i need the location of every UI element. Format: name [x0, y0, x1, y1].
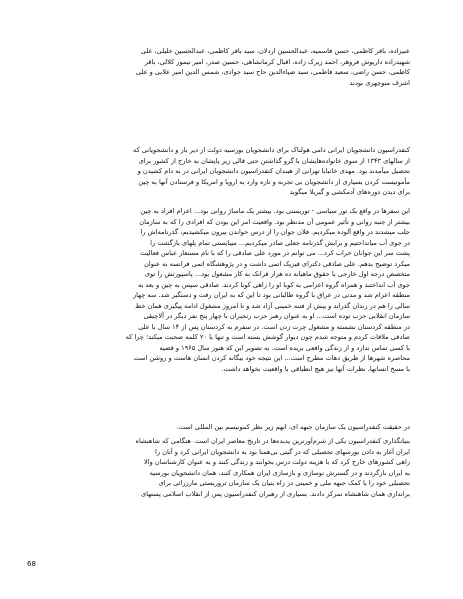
text-line: از سالهای ۱۳۴۳ از سوی خانواده‌هایشان با گرو گذاشتن حتی قالی زیر پایشان به خارج از کشور برای [138, 156, 410, 165]
text-line: محاصره شهرها از طریق دهات مطرح است... این نتیجه خود بیگانه کردن انسان هاست و روشن است [133, 354, 410, 362]
text-line: منطقه اعزام شد و مدتی در عراق با گروه طالبانی بود تا این که به ایران رفت و دستگیر شد. سه چهار [132, 291, 410, 299]
text-line: در جوی آب میانداختیم و برایش گذرنامه جعلی صادر میکردیم... میبایستی تمام پلهای بازگشت را [150, 238, 410, 247]
text-line: در منطقه کردستان نشسته و مشغول چرت زدن است. در سفرم به کردستان پس از ۱۴ سال با علی [138, 322, 410, 331]
text-line: سالی را هم در زندان گذراند و پیش از فتنه خمینی آزاد شد و تا امروز مشغول ادامه پیگیری همان خط [135, 301, 410, 310]
text-line: در حقیقت کنفدراسیون یک سازمان جبهه ای، انهم زیر نظر کمونیسم بین المللی است. [176, 423, 410, 431]
text-line: تحصیل میآمدند بود. مهدی خانبابا تهرانی از هیندان کنفدراسیون دانشجویان ایرانی در به دام کشیدن و [137, 167, 410, 175]
text-line: جلب میشدند در واقع آلوده میکردیم. فلان جوان را از درس خواندن بیرون میکشیدیم، گذرنامه‌اش را [140, 228, 410, 236]
text-line: با کسی تماس ندارد و از زندگی واقعی بریده است. به تصویر این که هنوز سال ۱۹۶۵ و قضیه [159, 343, 410, 352]
text-line: کنفدراسیون دانشجویان ایرانی دامی هولناک برای دانشجویان بورسیه دولت از دیر باز و دانشجویانی که [133, 146, 410, 154]
text-line: ایران آغاز به دادن بورسهای تحصیلی که در گیتی بی‌همتا بود به دانشجویان ایرانی کرد و آنان را [155, 447, 410, 456]
text-line: شهیدزاده داریوش فروهر، احمد زیرک زاده، اقبال کرمانشاهی، حسین صدر، امیر تیمور کلالی، باقر [144, 57, 410, 66]
text-line: راهی کشورهای خارج کرد که با هزینه دولت درس بخوانند و زندگی کنند و به عنوان کارشناسان والا [144, 458, 410, 466]
text-line: مأموتیست کردن بسیاری از دانشجویان بی تجربه و تازه وارد به اروپا و امریکا و فرستادن آنها به چین [138, 177, 410, 186]
text-line: جوی آب انداختند و همراه گروه اعزامی به کوبا او را راهی کوبا کردند. صادقی سپس به چین و بعد به [137, 280, 410, 289]
paragraph-confederation-intro [52, 145, 410, 198]
text-line: عنیزاده، باقر کاظمی، حسن قاسمیه، عبدالحسین اردلان، سید باقر کاظمی، عبدالحسین خلیلی، علی [140, 47, 410, 55]
paragraph-member-names [52, 46, 410, 88]
text-line: صادقی ملاقات کردم و متوجه شدم چون دیوار گوشش بسته است و تنها با ۲۰ کلمه صحبت میکند؛ چرا که [125, 333, 410, 341]
paragraph-quote [52, 206, 410, 374]
text-line: بنیانگذاری کنفدراسیون یکی از شرم‌آورترین پدیده‌ها در تاریخ معاصر ایران است. هنگامی که شاهنشاه [135, 437, 410, 445]
text-line: به ایران بازگردند و در گسترش نوسازی و بازسازی ایران همکاری کنند، همان دانشجویان بورسیه [149, 468, 410, 477]
text-line: پشت سر این جوانان خراب کرد... می توانم در مورد علی صادقی را که با نام مستعار عباس فعالیت [140, 249, 410, 257]
text-line: برای دیدن دوره‌های آدمکشی و گیریلا میگوید [289, 188, 410, 196]
text-line: این سفرها در واقع یک تور سیاسی - توریستی بود. بیشتر یک ماساژ روانی بود... اعزام افراد به چین [140, 207, 410, 215]
page-number: 68 [27, 560, 36, 568]
text-line: سازمان انقلابی حزب توده است... او به عنوان رهبر حزب رنجبران با چهار پنج نفر دیگر در آلاچیقی [143, 312, 410, 320]
text-line: کاظمی، حسن راضی، سعید فاطمی، سید ضیاءالدین حاج سید جوادی، شمس الدین امیر علایی و علی [135, 68, 410, 76]
text-line: بیشتر از جنبه روانی و تأثیر عمومی آن مدنظر بود. واقعیت امر این بودن که افرادی را که به سازمان [139, 217, 410, 226]
text-line: با مسخ انسانها، نظرات آنها نیز هیچ انطباقی با واقعیت نخواهد داشت. [221, 364, 410, 373]
paragraph-front-organization [52, 422, 410, 433]
text-line: میکرد توضیح بدهم. علی صادقی دکترای فیزیک اتمی داشت و در پژوهشگاه اتمی فرانسه به عنوان [144, 259, 410, 268]
text-line: براندازی همان شاهنشاه تمرکز دادند. بسیاری از رهبران کنفدراسیون پس از انقلاب اسلامی پستهای [140, 489, 410, 498]
paragraph-founding [52, 436, 410, 499]
text-line: تحصیلی خود را با کمک جبهه ملی و خمینی در راه بنیان یک سازمان تروریستی مارزرائی برای [158, 479, 410, 487]
text-line: اشرف منوچهری بودند [349, 78, 410, 87]
text-line: متخصص درجه اول خارجی با حقوق ماهیانه ده هزار فرانک به کار مشغول بود... پاسپورتش را توی [144, 270, 410, 278]
